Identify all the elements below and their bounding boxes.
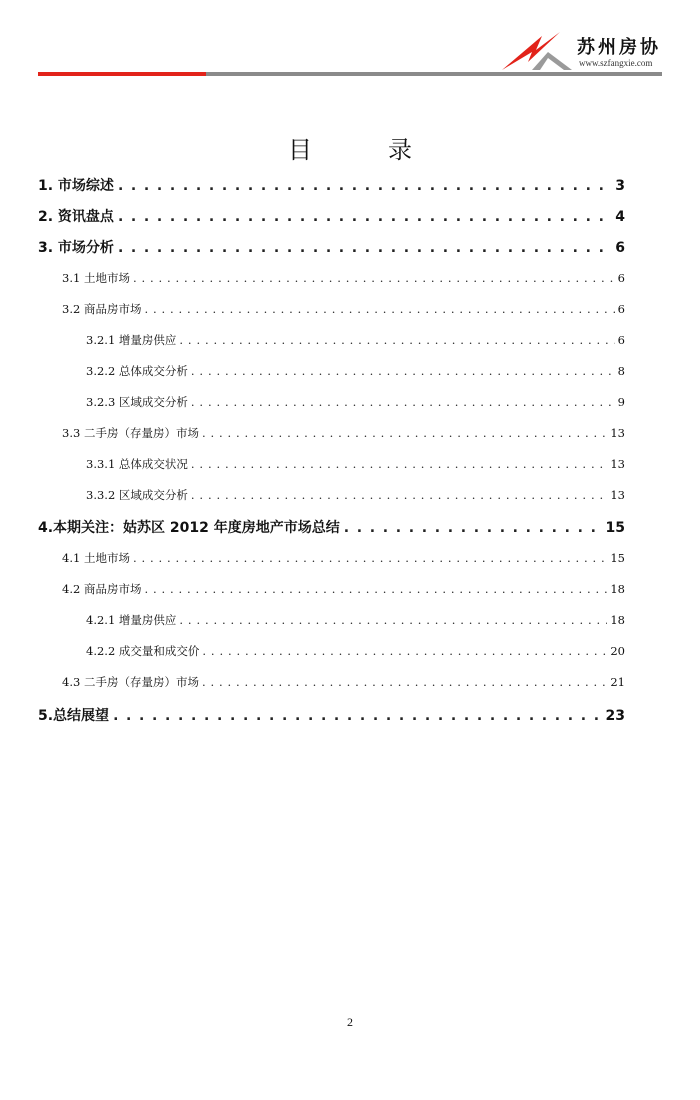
toc-entry-4-2-2[interactable] xyxy=(86,643,625,659)
header-rule-gray xyxy=(206,72,662,76)
toc-entry-page: 21 xyxy=(610,675,625,689)
toc-entry-page: 6 xyxy=(617,271,625,285)
toc-entry-label: 4.3 二手房（存量房）市场 xyxy=(62,675,199,689)
toc-entry-page: 9 xyxy=(617,395,625,409)
toc-entry-label: 4.本期关注：姑苏区 2012 年度房地产市场总结 xyxy=(38,520,340,536)
logo-url: www.szfangxie.com xyxy=(579,58,653,68)
toc-leader-dots xyxy=(144,582,607,596)
toc-entry-4-2[interactable] xyxy=(62,581,625,597)
toc-entry-page: 13 xyxy=(610,426,625,440)
toc-entry-3-2-3[interactable] xyxy=(86,394,625,410)
toc-entry-label: 4.2 商品房市场 xyxy=(62,582,142,596)
toc-entry-label: 3. 市场分析 xyxy=(38,240,114,256)
toc-entry-4-1[interactable] xyxy=(62,550,625,566)
toc-entry-label: 3.2.1 增量房供应 xyxy=(86,333,177,347)
page-header xyxy=(0,0,700,80)
toc-entry-page: 6 xyxy=(617,333,625,347)
toc-entry-page: 20 xyxy=(610,644,625,658)
toc-entry-3-2-2[interactable] xyxy=(86,363,625,379)
toc-entry-3-2[interactable] xyxy=(62,301,625,317)
toc-leader-dots xyxy=(118,178,611,194)
toc-entry-label: 5.总结展望 xyxy=(38,708,110,724)
toc-entry-label: 3.3.2 区域成交分析 xyxy=(86,488,188,502)
logo-name: 苏州房协 xyxy=(577,37,661,58)
toc-leader-dots xyxy=(144,302,614,316)
toc-entry-label: 3.2 商品房市场 xyxy=(62,302,142,316)
toc-entry-label: 4.1 土地市场 xyxy=(62,551,130,565)
toc-leader-dots xyxy=(191,364,615,378)
toc-entry-3-3-1[interactable] xyxy=(86,456,625,472)
toc-entry-3-2-1[interactable] xyxy=(86,332,625,348)
toc-entry-3-3[interactable] xyxy=(62,425,625,441)
toc-entry-page: 6 xyxy=(615,240,625,256)
toc-entry-page: 6 xyxy=(617,302,625,316)
toc-entry-label: 4.2.2 成交量和成交价 xyxy=(86,644,200,658)
toc-entry-label: 3.3 二手房（存量房）市场 xyxy=(62,426,199,440)
toc-title xyxy=(0,130,700,165)
toc-entry-page: 15 xyxy=(605,520,625,536)
toc-title-right: 录 xyxy=(388,136,412,164)
toc-entry-3[interactable] xyxy=(38,237,625,257)
toc-entry-label: 3.2.2 总体成交分析 xyxy=(86,364,188,378)
toc-entry-4[interactable] xyxy=(38,517,625,537)
toc-entry-5[interactable] xyxy=(38,705,625,725)
toc-entry-3-3-2[interactable] xyxy=(86,487,625,503)
toc-entry-1[interactable] xyxy=(38,175,625,195)
header-rule-red xyxy=(38,72,206,76)
toc-leader-dots xyxy=(179,613,607,627)
toc-leader-dots xyxy=(191,488,607,502)
toc-leader-dots xyxy=(191,395,615,409)
toc-title-left: 目 xyxy=(288,136,312,164)
toc-entry-label: 3.2.3 区域成交分析 xyxy=(86,395,188,409)
toc-entry-label: 3.3.1 总体成交状况 xyxy=(86,457,188,471)
page-number: 2 xyxy=(347,1015,353,1029)
toc-leader-dots xyxy=(191,457,607,471)
toc-leader-dots xyxy=(202,675,607,689)
toc-entry-label: 1. 市场综述 xyxy=(38,178,114,194)
toc-entry-page: 13 xyxy=(610,457,625,471)
toc-entry-3-1[interactable] xyxy=(62,270,625,286)
toc-entry-4-3[interactable] xyxy=(62,674,625,690)
toc-entry-2[interactable] xyxy=(38,206,625,226)
toc-entry-page: 3 xyxy=(615,178,625,194)
toc-leader-dots xyxy=(202,644,607,658)
toc-entry-page: 18 xyxy=(610,613,625,627)
toc-entry-page: 8 xyxy=(617,364,625,378)
toc-entry-label: 4.2.1 增量房供应 xyxy=(86,613,177,627)
toc-leader-dots xyxy=(118,240,611,256)
toc-entry-page: 23 xyxy=(605,708,625,724)
quill-logo-icon xyxy=(502,30,572,72)
toc-entry-page: 15 xyxy=(610,551,625,565)
toc-entry-4-2-1[interactable] xyxy=(86,612,625,628)
toc-leader-dots xyxy=(113,708,601,724)
toc-leader-dots xyxy=(202,426,607,440)
toc-leader-dots xyxy=(179,333,614,347)
toc-entry-label: 3.1 土地市场 xyxy=(62,271,130,285)
toc-leader-dots xyxy=(344,520,602,536)
toc-entry-label: 2. 资讯盘点 xyxy=(38,209,114,225)
toc-entry-page: 18 xyxy=(610,582,625,596)
toc-leader-dots xyxy=(133,551,607,565)
toc-entry-page: 13 xyxy=(610,488,625,502)
toc-leader-dots xyxy=(118,209,611,225)
toc-leader-dots xyxy=(133,271,615,285)
toc-entry-page: 4 xyxy=(615,209,625,225)
